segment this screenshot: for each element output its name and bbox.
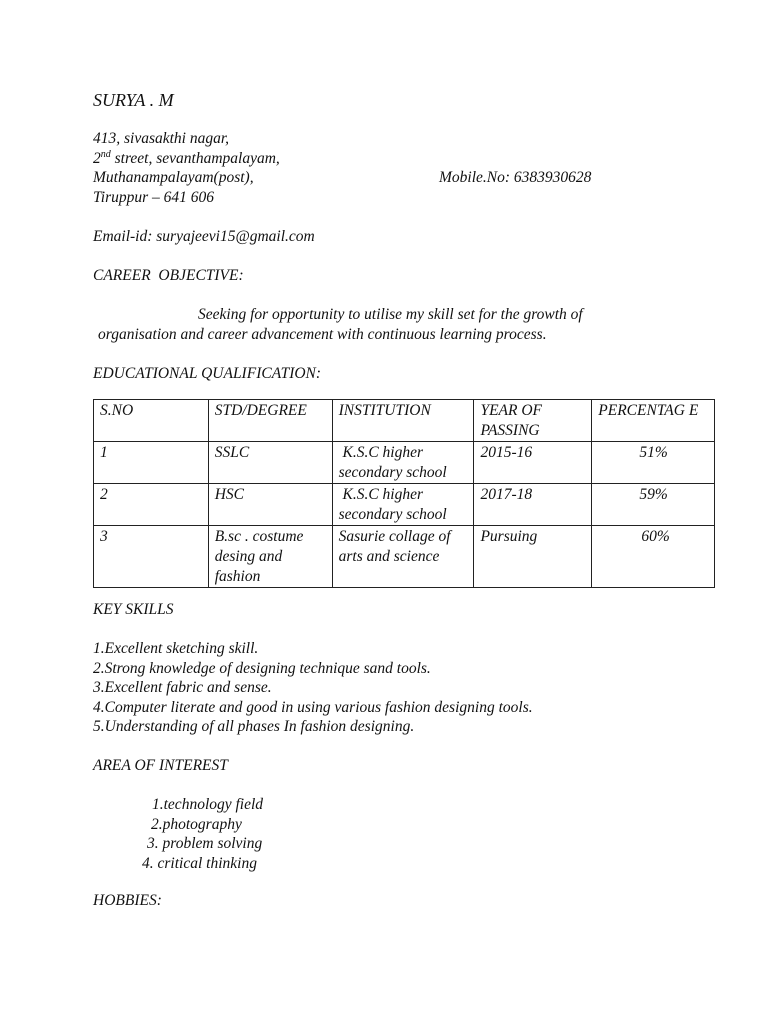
cell-year: Pursuing (474, 526, 592, 588)
cell-institution: Sasurie collage of arts and science (332, 526, 474, 588)
address-line-2 (93, 149, 280, 169)
cell-percentage: 59% (592, 484, 715, 526)
cell-sno: 1 (94, 442, 209, 484)
interest-item: 4. critical thinking (142, 855, 257, 872)
cell-year: 2017-18 (474, 484, 592, 526)
email-address: Email-id: suryajeevi15@gmail.com (93, 228, 315, 245)
address-line-1: 413, sivasakthi nagar, (93, 130, 230, 147)
header-degree: STD/DEGREE (208, 400, 332, 442)
skill-item: 3.Excellent fabric and sense. (93, 679, 272, 696)
career-objective-heading: CAREER OBJECTIVE: (93, 267, 244, 284)
header-institution: INSTITUTION (332, 400, 474, 442)
hobbies-heading: HOBBIES: (93, 892, 162, 909)
cell-percentage: 60% (592, 526, 715, 588)
career-objective-line-1: Seeking for opportunity to utilise my skill set for the growth of (198, 306, 583, 323)
table-row (94, 484, 715, 526)
cell-institution: K.S.C higher secondary school (332, 484, 474, 526)
cell-degree: SSLC (208, 442, 332, 484)
candidate-name: SURYA . M (93, 90, 174, 110)
interest-item: 1.technology field (152, 796, 264, 813)
table-row (94, 526, 715, 588)
education-table (93, 399, 715, 588)
cell-year: 2015-16 (474, 442, 592, 484)
street-number: 2 (93, 150, 101, 167)
skill-item: 2.Strong knowledge of designing technique sand tools. (93, 660, 431, 677)
header-sno: S.NO (94, 400, 209, 442)
cell-institution: K.S.C higher secondary school (332, 442, 474, 484)
interest-item: 3. problem solving (147, 835, 263, 852)
header-percentage: PERCENTAG E (592, 400, 715, 442)
table-header-row (94, 400, 715, 442)
education-heading: EDUCATIONAL QUALIFICATION: (93, 365, 322, 382)
table-row (94, 442, 715, 484)
area-of-interest-heading: AREA OF INTEREST (93, 757, 228, 774)
interest-item: 2.photography (151, 816, 242, 833)
header-year: YEAR OF PASSING (474, 400, 592, 442)
mobile-number: Mobile.No: 6383930628 (439, 169, 592, 186)
cell-percentage: 51% (592, 442, 715, 484)
address-line-3: Muthanampalayam(post), (93, 169, 254, 186)
cell-degree: HSC (208, 484, 332, 526)
career-objective-line-2: organisation and career advancement with continuous learning process. (98, 326, 547, 343)
skill-item: 1.Excellent sketching skill. (93, 640, 259, 657)
key-skills-heading: KEY SKILLS (93, 601, 174, 618)
cell-sno: 3 (94, 526, 209, 588)
cell-sno: 2 (94, 484, 209, 526)
street-name: street, sevanthampalayam, (110, 150, 280, 167)
cell-degree: B.sc . costume desing and fashion (208, 526, 332, 588)
street-ordinal: nd (100, 148, 111, 160)
address-line-4: Tiruppur – 641 606 (93, 189, 215, 206)
skill-item: 4.Computer literate and good in using various fashion designing tools. (93, 699, 533, 716)
skill-item: 5.Understanding of all phases In fashion designing. (93, 718, 415, 735)
